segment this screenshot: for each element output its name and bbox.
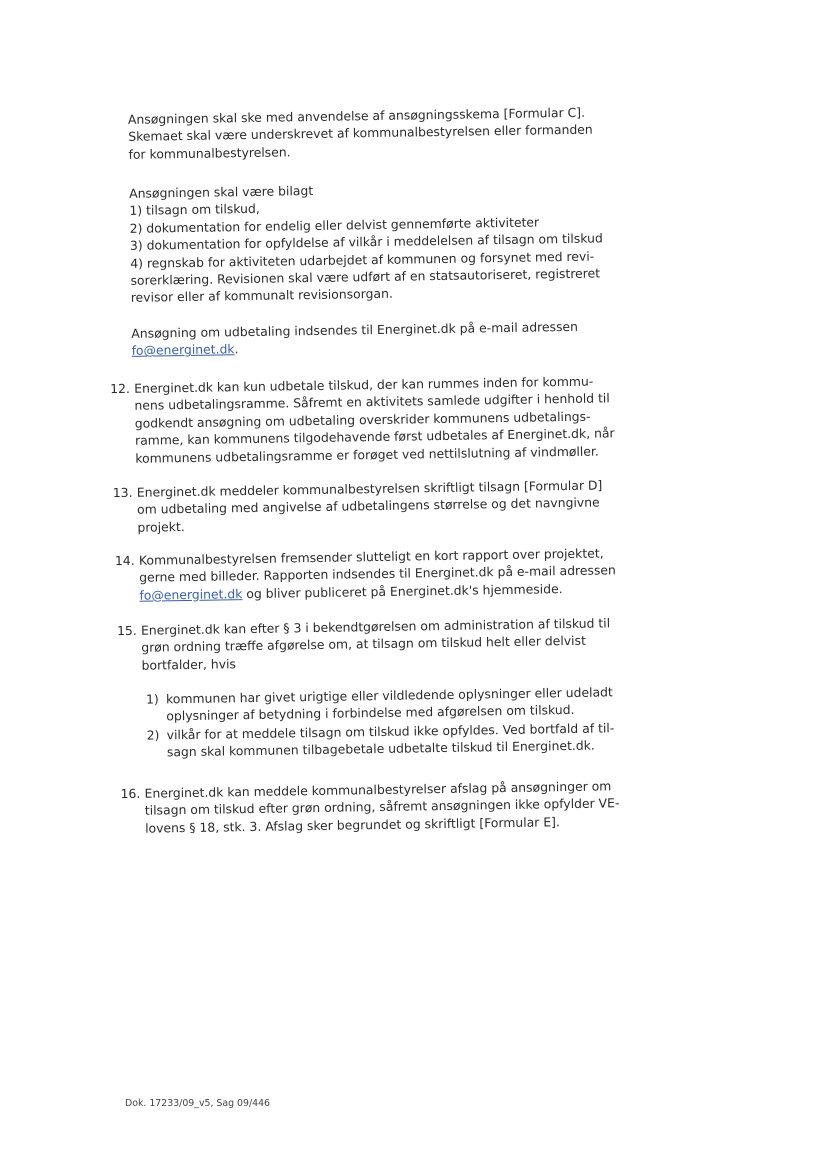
text-line: for kommunalbestyrelsen.	[128, 144, 291, 162]
intro-paragraph-2	[129, 177, 604, 306]
list-item-13	[112, 476, 603, 536]
text-line: gerne med billeder. Rapporten indsendes til Energinet.dk på e-mail adressen	[139, 562, 616, 586]
text-line: Energinet.dk kan efter § 3 i bekendtgørelsen om administration af tilskud til	[140, 615, 611, 638]
list-item-16	[120, 777, 620, 837]
period: .	[234, 341, 239, 357]
text-line: ramme, kan kommunens tilgodehavende først udbetales af Energinet.dk, når	[134, 425, 615, 449]
sub-item-1	[145, 683, 613, 725]
text-line: om udbetaling med angivelse af udbetalingens størrelse og det navngivne	[137, 494, 600, 518]
item-number: 15.	[116, 622, 137, 639]
item-number: 13.	[112, 484, 133, 501]
text-line: lovens § 18, stk. 3. Afslag sker begrundet og skriftligt [Formular E].	[145, 813, 560, 836]
sub-item-number: 1)	[145, 691, 159, 707]
item-number: 16.	[120, 785, 141, 802]
email-link[interactable]: fo@energinet.dk	[131, 341, 235, 359]
text-line: Energinet.dk kan kun udbetale tilskud, der kan rummes inden for kommu-	[134, 373, 594, 396]
list-item-15	[116, 614, 611, 674]
text-line: sagn skal kommunen tilbagebetale udbetalte tilskud til Energinet.dk.	[166, 738, 595, 760]
text-line: revisor eller af kommunalt revisionsorgan.	[130, 286, 393, 306]
list-item-12	[110, 372, 615, 467]
text-line: Skemaet skal være underskrevet af kommunalbestyrelsen eller formanden	[128, 121, 593, 145]
text-line: nens udbetalingsramme. Såfremt en aktivitets samlede udgifter i henhold til	[134, 390, 610, 414]
text-line: 4) regnskab for aktiviteten udarbejdet af kommunen og forsynet med revi-	[130, 248, 595, 271]
text-line: Ansøgning om udbetaling indsendes til Energinet.dk på e-mail adressen	[131, 318, 579, 341]
text-line: kommunen har givet urigtige eller vildledende oplysninger eller udeladt	[165, 684, 613, 707]
text-line: oplysninger af betydning i forbindelse med afgørelsen om tilskud.	[166, 702, 575, 724]
text-line: Energinet.dk meddeler kommunalbestyrelsen skriftligt tilsagn [Formular D]	[136, 477, 603, 500]
list-item-14	[114, 544, 616, 604]
text-line: godkendt ansøgning om udbetaling overskrider kommunens udbetalings-	[134, 408, 591, 431]
intro-paragraph-3	[131, 318, 578, 360]
text-line: Kommunalbestyrelsen fremsender slutteligt en kort rapport over projektet,	[138, 545, 604, 568]
text-line: 2) dokumentation for endelig eller delvist gennemførte aktiviteter	[129, 214, 540, 236]
text-line: sorerklæring. Revisionen skal være udført af en statsautoriseret, registreret	[130, 265, 601, 288]
text-line: Ansøgningen skal være bilagt	[129, 182, 314, 201]
item-number: 12.	[110, 380, 131, 397]
sub-item-2	[146, 719, 615, 761]
text-line: vilkår for at meddele tilsagn om tilskud ikke opfyldes. Ved bortfald af til-	[166, 720, 615, 743]
text-line: Energinet.dk kan meddele kommunalbestyrelser afslag på ansøgninger om	[144, 778, 612, 801]
text-segment: og bliver publiceret på Energinet.dk's hjemmeside.	[242, 580, 563, 601]
sub-item-number: 2)	[146, 727, 160, 743]
text-line: kommunens udbetalingsramme er forøget ved nettilslutning af vindmøller.	[135, 443, 599, 466]
text-line: tilsagn om tilskud efter grøn ordning, såfremt ansøgningen ikke opfylder VE-	[144, 795, 620, 819]
text-line: grøn ordning træffe afgørelse om, at tilsagn om tilskud helt eller delvist	[141, 633, 586, 656]
text-line: 3) dokumentation for opfyldelse af vilkår i meddelelsen af tilsagn om tilskud	[129, 230, 603, 254]
item-number: 14.	[114, 552, 135, 569]
text-line: Ansøgningen skal ske med anvendelse af ansøgningsskema [Formular C].	[127, 104, 586, 127]
text-line: 1) tilsagn om tilskud,	[129, 201, 260, 219]
intro-paragraph-1	[128, 104, 593, 164]
email-link[interactable]: fo@energinet.dk	[139, 585, 243, 603]
document-footer: Dok. 17233/09_v5, Sag 09/446	[125, 1098, 271, 1109]
text-line: bortfalder, hvis	[141, 656, 237, 673]
text-line: projekt.	[137, 518, 185, 535]
